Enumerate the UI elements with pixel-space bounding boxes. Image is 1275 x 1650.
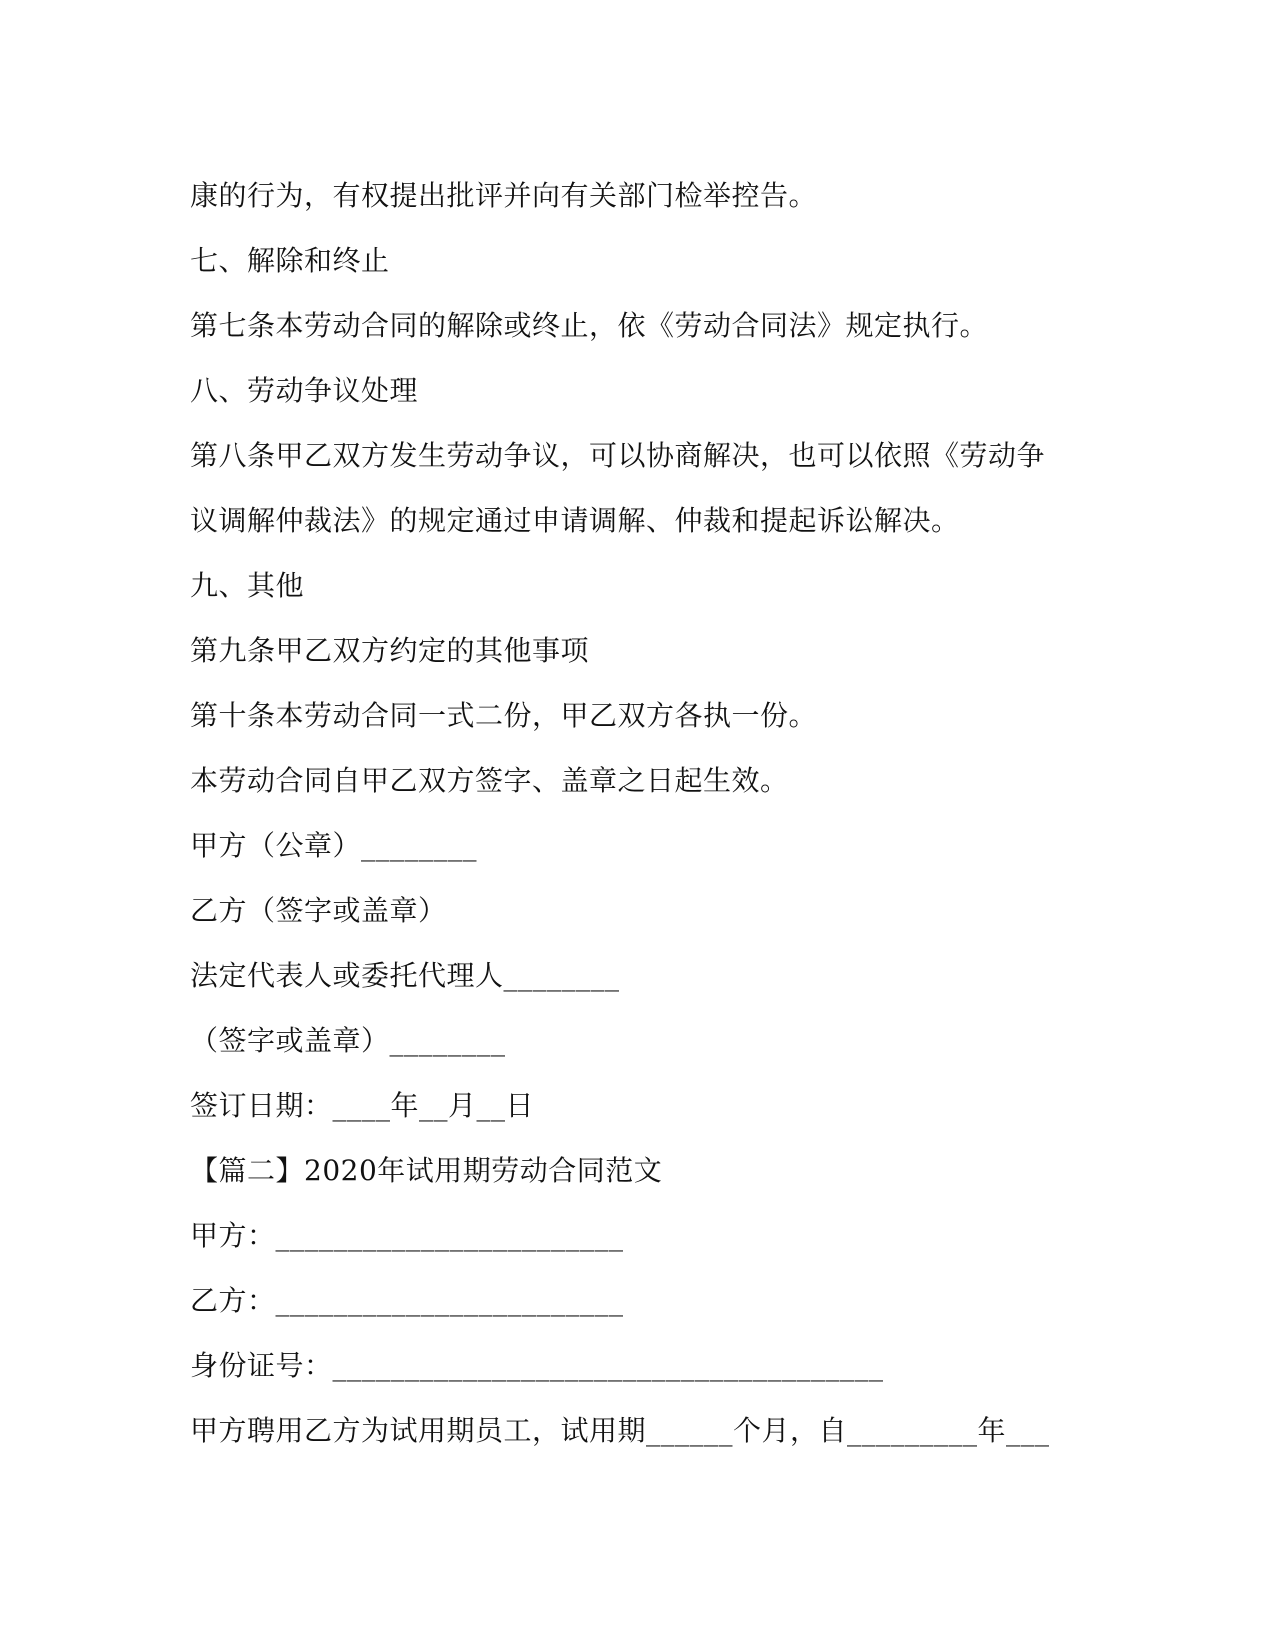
- signature-seal-line: （签字或盖章）________: [190, 1024, 506, 1057]
- party-a-field: 甲方：________________________: [190, 1219, 624, 1252]
- party-b-signature-line: 乙方（签字或盖章）: [190, 894, 447, 927]
- effective-clause: 本劳动合同自甲乙双方签字、盖章之日起生效。: [190, 764, 789, 797]
- article-8-line-2: 议调解仲裁法》的规定通过申请调解、仲裁和提起诉讼解决。: [190, 504, 960, 537]
- party-b-field: 乙方：________________________: [190, 1284, 624, 1317]
- id-number-field: 身份证号：______________________________________: [190, 1349, 884, 1382]
- article-8-line-1: 第八条甲乙双方发生劳动争议，可以协商解决，也可以依照《劳动争: [190, 439, 1046, 472]
- signing-date-line: 签订日期：____年__月__日: [190, 1089, 535, 1122]
- section-heading-9: 九、其他: [190, 569, 305, 602]
- paragraph-continuation: 康的行为，有权提出批评并向有关部门检举控告。: [190, 179, 818, 212]
- document-body: [190, 163, 1090, 1463]
- section-heading-7: 七、解除和终止: [190, 244, 390, 277]
- part-two-title: 【篇二】2020年试用期劳动合同范文: [190, 1154, 663, 1187]
- party-a-seal-line: 甲方（公章）________: [190, 829, 478, 862]
- article-10: 第十条本劳动合同一式二份，甲乙双方各执一份。: [190, 699, 818, 732]
- article-9: 第九条甲乙双方约定的其他事项: [190, 634, 590, 667]
- legal-representative-line: 法定代表人或委托代理人________: [190, 959, 620, 992]
- probation-clause-line: 甲方聘用乙方为试用期员工，试用期______个月，自_________年___: [190, 1414, 1050, 1447]
- section-heading-8: 八、劳动争议处理: [190, 374, 419, 407]
- article-7: 第七条本劳动合同的解除或终止，依《劳动合同法》规定执行。: [190, 309, 989, 342]
